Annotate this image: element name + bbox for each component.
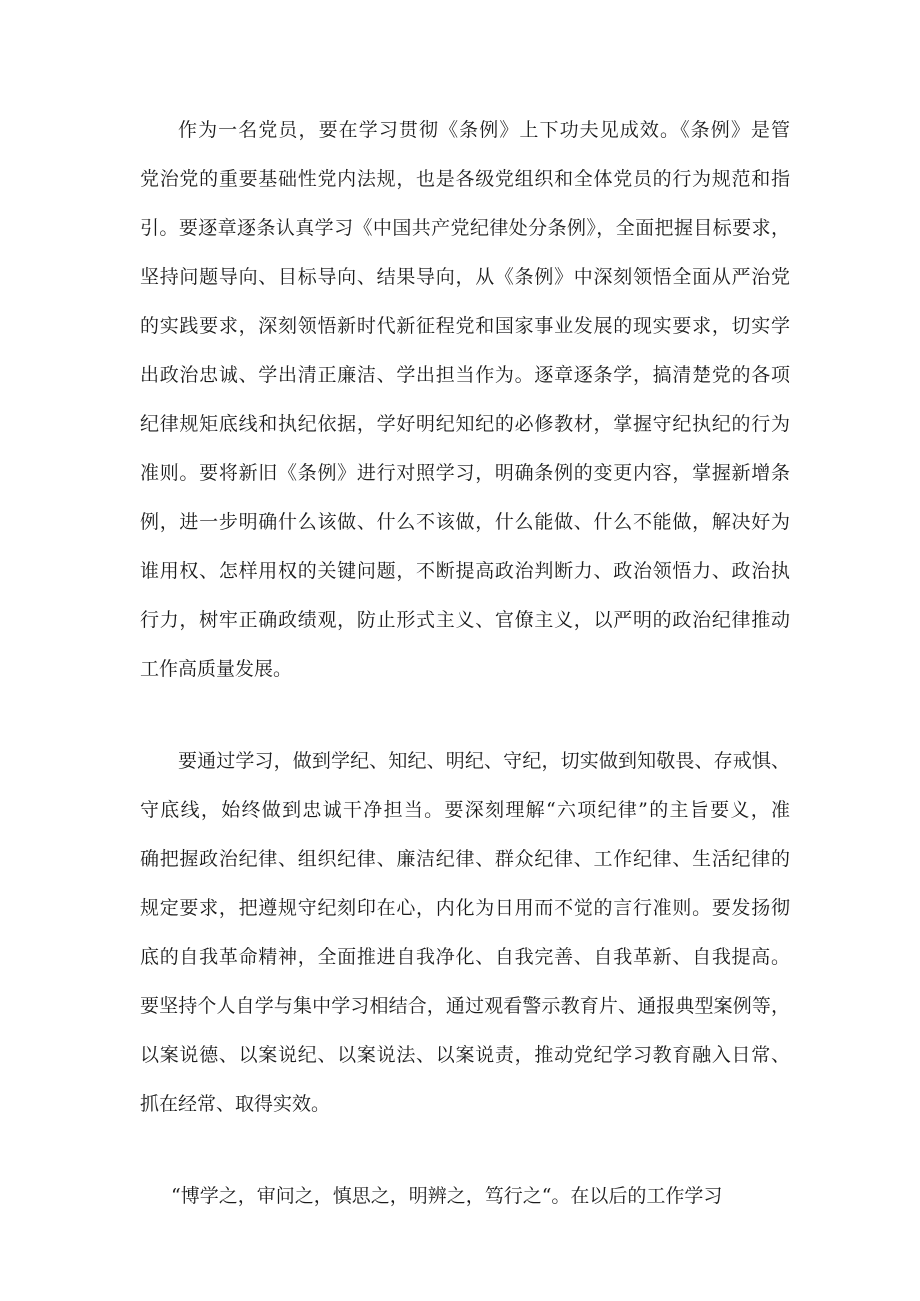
paragraph-line: 作为一名党员，要在学习贯彻《条例》上下功夫见成效。《条例》是管 xyxy=(178,119,790,141)
paragraph-line: 的实践要求，深刻领悟新时代新征程党和国家事业发展的现实要求，切实学 xyxy=(140,315,790,337)
paragraph-line: 抓在经常、取得实效。 xyxy=(140,1093,331,1115)
paragraph-line: 坚持问题导向、目标导向、结果导向，从《条例》中深刻领悟全面从严治党 xyxy=(140,266,790,288)
paragraph-line: 谁用权、怎样用权的关键问题，不断提高政治判断力、政治领悟力、政治执 xyxy=(140,560,790,582)
paragraph-line: 规定要求，把遵规守纪刻印在心，内化为日用而不觉的言行准则。要发扬彻 xyxy=(140,897,790,919)
paragraph-line: 行力，树牢正确政绩观，防止形式主义、官僚主义，以严明的政治纪律推动 xyxy=(140,609,790,631)
paragraph-line: 确把握政治纪律、组织纪律、廉洁纪律、群众纪律、工作纪律、生活纪律的 xyxy=(140,848,790,870)
paragraph-line: 要坚持个人自学与集中学习相结合，通过观看警示教育片、通报典型案例等， xyxy=(140,995,790,1017)
paragraph-line: 党治党的重要基础性党内法规，也是各级党组织和全体党员的行为规范和指 xyxy=(140,168,790,190)
paragraph-line: 出政治忠诚、学出清正廉洁、学出担当作为。逐章逐条学，搞清楚党的各项 xyxy=(140,364,790,386)
paragraph-line: 工作高质量发展。 xyxy=(140,658,293,680)
paragraph-line: 例，进一步明确什么该做、什么不该做，什么能做、什么不能做，解决好为 xyxy=(140,511,790,533)
paragraph-line: “博学之，审问之，慎思之，明辨之，笃行之“。在以后的工作学习 xyxy=(171,1185,723,1207)
paragraph-line: 守底线，始终做到忠诚干净担当。要深刻理解“六项纪律”的主旨要义，准 xyxy=(140,799,790,821)
paragraph-line: 要通过学习，做到学纪、知纪、明纪、守纪，切实做到知敬畏、存戒惧、 xyxy=(178,750,790,772)
paragraph-line: 底的自我革命精神，全面推进自我净化、自我完善、自我革新、自我提高。 xyxy=(140,946,790,968)
paragraph-line: 以案说德、以案说纪、以案说法、以案说责，推动党纪学习教育融入日常、 xyxy=(140,1044,790,1066)
paragraph-line: 准则。要将新旧《条例》进行对照学习，明确条例的变更内容，掌握新增条 xyxy=(140,462,790,484)
paragraph-line: 纪律规矩底线和执纪依据，学好明纪知纪的必修教材，掌握守纪执纪的行为 xyxy=(140,413,790,435)
paragraph-line: 引。要逐章逐条认真学习《中国共产党纪律处分条例》，全面把握目标要求， xyxy=(140,217,790,239)
